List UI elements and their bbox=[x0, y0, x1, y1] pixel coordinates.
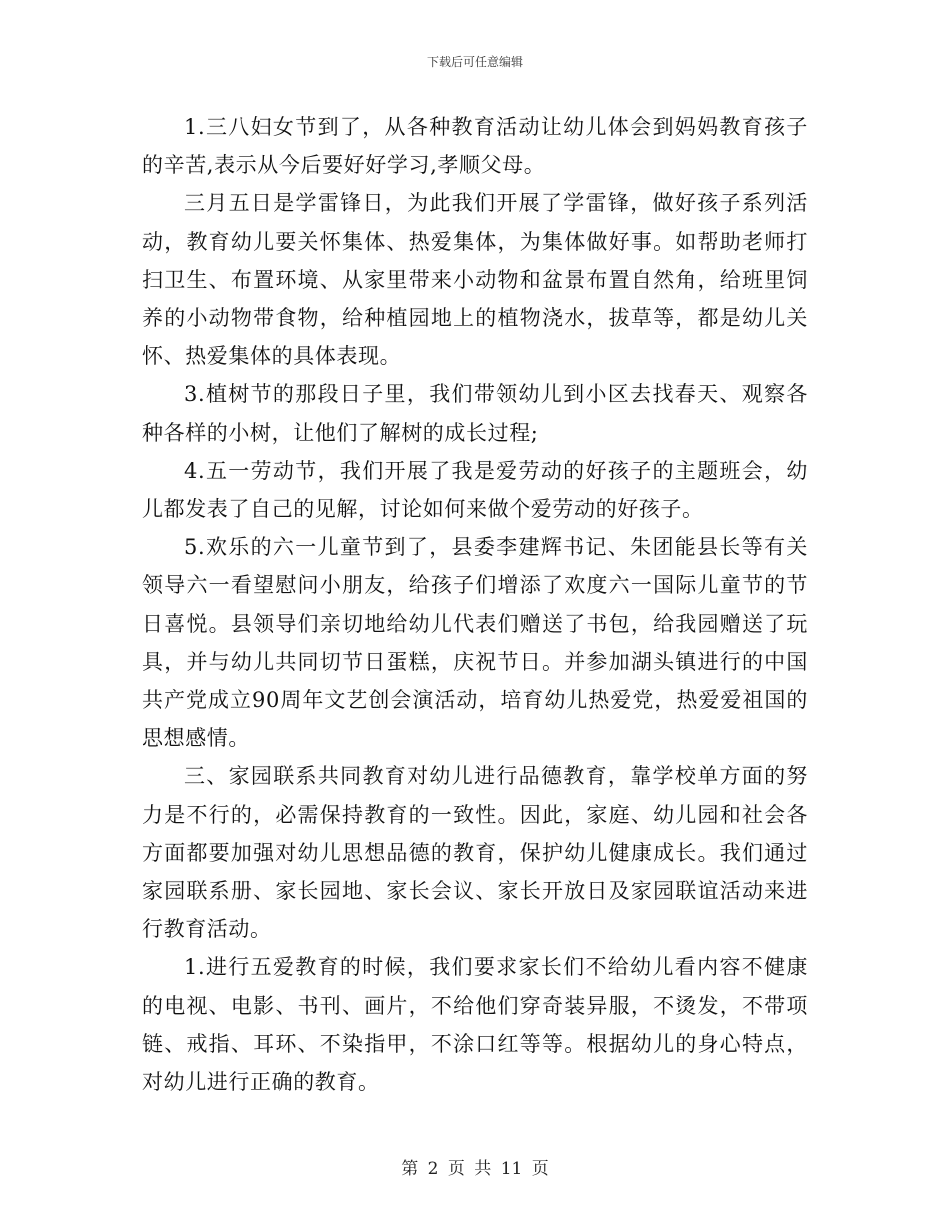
page-header: 下载后可任意编辑 bbox=[426, 55, 523, 69]
paragraph: 1.三八妇女节到了，从各种教育活动让幼儿体会到妈妈教育孩子的辛苦,表示从今后要好好学习,孝顺父母。 bbox=[142, 115, 808, 178]
page-footer: 第 2 页 共 11 页 bbox=[401, 1159, 549, 1179]
paragraph: 3.植树节的那段日子里，我们带领幼儿到小区去找春天、观察各种各样的小树，让他们了解树的成长过程; bbox=[142, 382, 808, 445]
paragraph: 5.欢乐的六一儿童节到了，县委李建辉书记、朱团能县长等有关领导六一看望慰问小朋友，给孩子们增添了欢度六一国际儿童节的节日喜悦。县领导们亲切地给幼儿代表们赠送了书包，给我园赠送了玩具，并与幼儿共同切节日蛋糕，庆祝节日。并参加湖头镇进行的中国共产党成立90周年文艺创会演活动，培育幼儿热爱党，热爱爱祖国的思想感情。 bbox=[142, 535, 808, 751]
paragraph: 1.进行五爱教育的时候，我们要求家长们不给幼儿看内容不健康的电视、电影、书刊、画片，不给他们穿奇装异服，不烫发，不带项链、戒指、耳环、不染指甲，不涂口红等等。根据幼儿的身心特点，对幼儿进行正确的教育。 bbox=[142, 955, 808, 1095]
document-body bbox=[142, 108, 808, 1101]
paragraph: 三、家园联系共同教育对幼儿进行品德教育，靠学校单方面的努力是不行的，必需保持教育的一致性。因此，家庭、幼儿园和社会各方面都要加强对幼儿思想品德的教育，保护幼儿健康成长。我们通过家园联系册、家长园地、家长会议、家长开放日及家园联谊活动来进行教育活动。 bbox=[142, 764, 808, 942]
paragraph: 4.五一劳动节，我们开展了我是爱劳动的好孩子的主题班会，幼儿都发表了自己的见解，讨论如何来做个爱劳动的好孩子。 bbox=[142, 458, 808, 522]
paragraph: 三月五日是学雷锋日，为此我们开展了学雷锋，做好孩子系列活动，教育幼儿要关怀集体、热爱集体，为集体做好事。如帮助老师打扫卫生、布置环境、从家里带来小动物和盆景布置自然角，给班里饲养的小动物带食物，给种植园地上的植物浇水，拔草等，都是幼儿关怀、热爱集体的具体表现。 bbox=[142, 191, 808, 369]
